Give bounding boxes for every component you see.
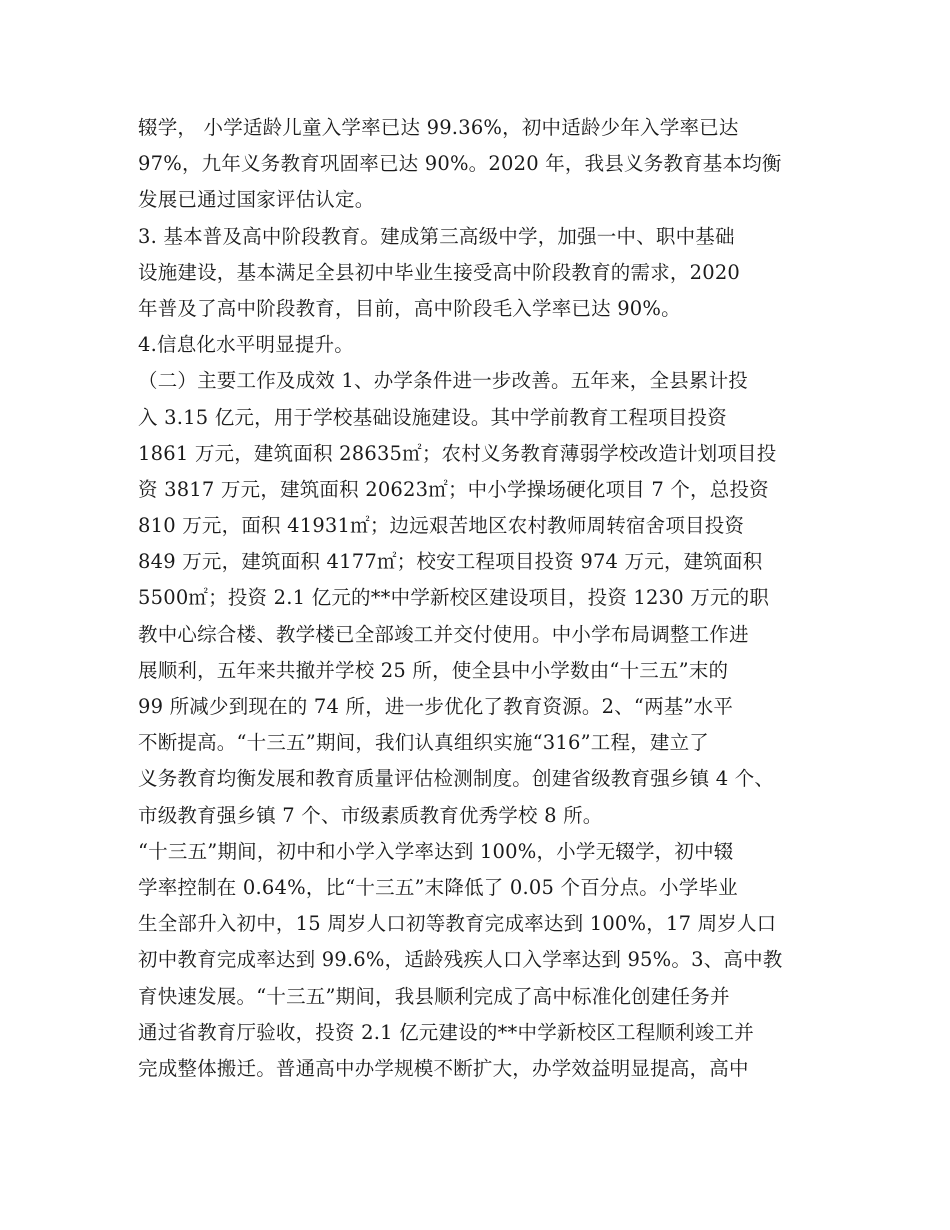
text-line: 不断提高。“十三五”期间，我们认真组织实施“316”工程，建立了 (138, 731, 709, 755)
text-line: 育快速发展。“十三五”期间，我县顺利完成了高中标准化创建任务并 (138, 984, 730, 1008)
text-line: 发展已通过国家评估认定。 (138, 188, 375, 212)
text-line: 展顺利，五年来共撤并学校 25 所，使全县中小学数由“十三五”末的 (138, 658, 729, 682)
text-line: 4.信息化水平明显提升。 (138, 333, 355, 357)
text-line: 810 万元，面积 41931㎡；边远艰苦地区农村教师周转宿舍项目投资 (138, 514, 745, 538)
text-line: 市级教育强乡镇 7 个、市级素质教育优秀学校 8 所。 (138, 803, 603, 827)
text-line: 学率控制在 0.64%，比“十三五”末降低了 0.05 个百分点。小学毕业 (138, 875, 738, 899)
text-line: 1861 万元，建筑面积 28635㎡；农村义务教育薄弱学校改造计划项目投 (138, 441, 777, 465)
text-line: 完成整体搬迁。普通高中办学规模不断扩大，办学效益明显提高，高中 (138, 1056, 749, 1080)
text-line: 资 3817 万元，建筑面积 20623㎡；中小学操场硬化项目 7 个，总投资 (138, 477, 769, 501)
text-line: 生全部升入初中，15 周岁人口初等教育完成率达到 100%，17 周岁人口 (138, 912, 777, 936)
text-line: 849 万元，建筑面积 4177㎡；校安工程项目投资 974 万元，建筑面积 (138, 550, 763, 574)
text-line: 入 3.15 亿元，用于学校基础设施建设。其中学前教育工程项目投资 (138, 405, 727, 429)
body-text (138, 110, 828, 1087)
text-line: 3. 基本普及高中阶段教育。建成第三高级中学，加强一中、职中基础 (138, 224, 735, 248)
text-line: 辍学， 小学适龄儿童入学率已达 99.36%，初中适龄少年入学率已达 (138, 116, 739, 139)
text-line: 通过省教育厅验收，投资 2.1 亿元建设的**中学新校区工程顺利竣工并 (138, 1020, 754, 1044)
text-line: 年普及了高中阶段教育，目前，高中阶段毛入学率已达 90%。 (138, 296, 681, 320)
text-line: 97%，九年义务教育巩固率已达 90%。2020 年，我县义务教育基本均衡 (138, 152, 782, 176)
text-line: （二）主要工作及成效 1、办学条件进一步改善。五年来，全县累计投 (138, 369, 749, 393)
text-line: 99 所减少到现在的 74 所，进一步优化了教育资源。2、“两基”水平 (138, 695, 734, 718)
text-line: 5500㎡；投资 2.1 亿元的**中学新校区建设项目，投资 1230 万元的职 (138, 586, 770, 610)
text-line: 教中心综合楼、教学楼已全部竣工并交付使用。中小学布局调整工作进 (138, 622, 749, 646)
text-line: 初中教育完成率达到 99.6%，适龄残疾人口入学率达到 95%。3、高中教 (138, 948, 783, 972)
text-line: “十三五”期间，初中和小学入学率达到 100%，小学无辍学，初中辍 (138, 839, 734, 863)
text-line: 义务教育均衡发展和教育质量评估检测制度。创建省级教育强乡镇 4 个、 (138, 767, 775, 791)
text-line: 设施建设，基本满足全县初中毕业生接受高中阶段教育的需求，2020 (138, 260, 741, 284)
